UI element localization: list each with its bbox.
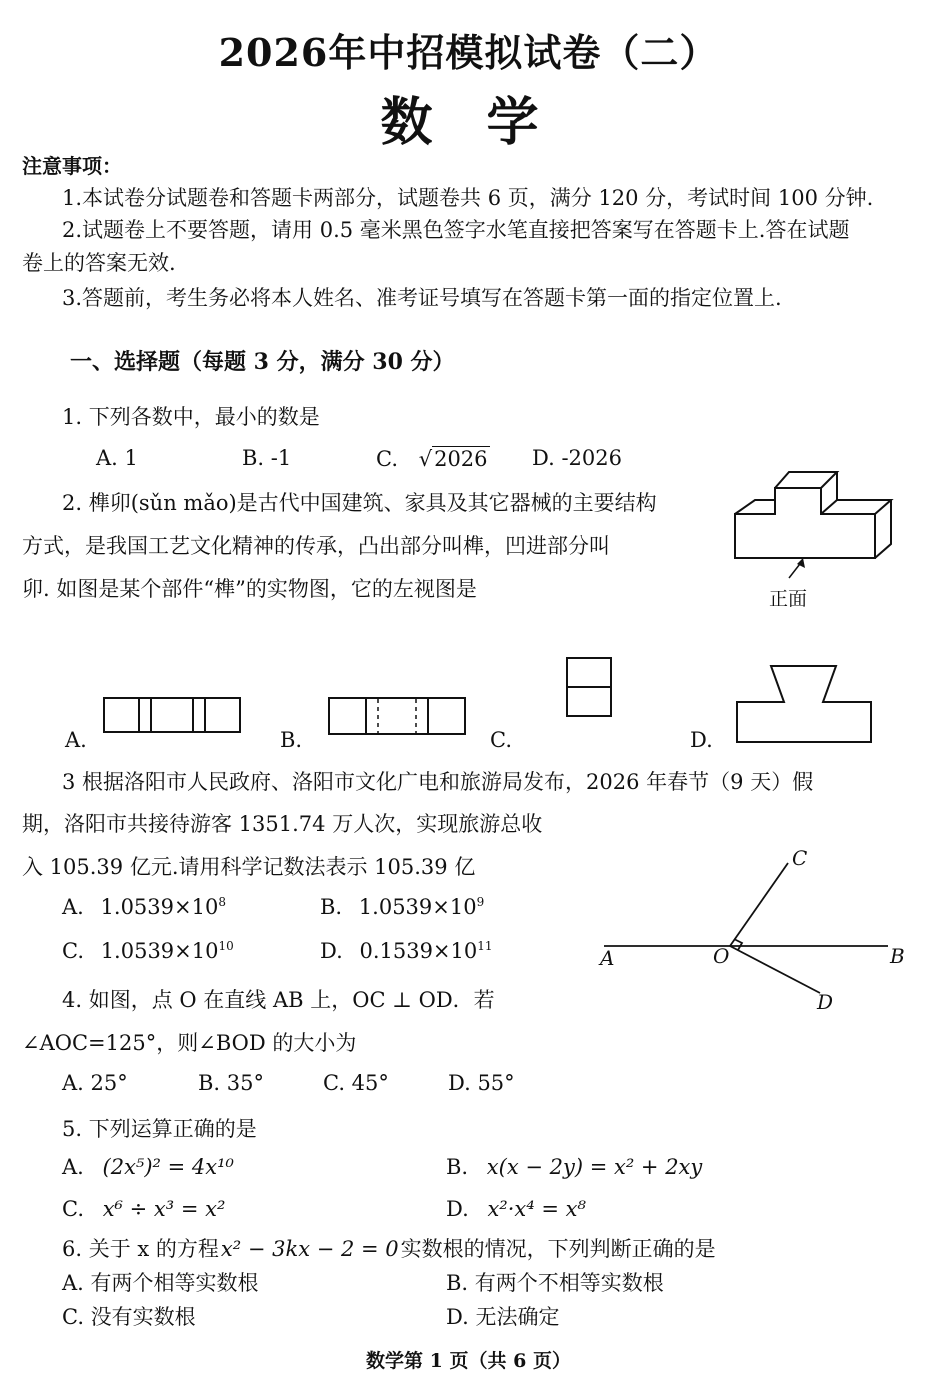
q5-option-b-label: B.	[446, 1155, 469, 1179]
q3-line-1: 3 根据洛阳市人民政府、洛阳市文化广电和旅游局发布，2026 年春节（9 天）假	[62, 770, 814, 794]
q3-option-d-label: D.	[320, 939, 343, 963]
q6-stem	[62, 1233, 716, 1263]
q1-stem: 1. 下列各数中，最小的数是	[62, 405, 320, 429]
q3-option-a-base: 1.0539×10	[100, 895, 219, 919]
q3-option-c-label: C.	[62, 939, 84, 963]
q6-stem-a: 6. 关于 x 的方程	[62, 1237, 219, 1261]
q5-option-a-label: A.	[62, 1155, 84, 1179]
exam-title: 2026年中招模拟试卷（二）	[218, 30, 719, 75]
q2-option-b: B.	[280, 728, 303, 752]
notice-heading: 注意事项：	[22, 154, 122, 178]
q5-option-d	[446, 1197, 586, 1221]
q5-stem: 5. 下列运算正确的是	[62, 1117, 257, 1141]
q3-option-a-label: A.	[62, 895, 84, 919]
q3-option-d-exp: 11	[477, 939, 493, 953]
q6-stem-b: 实数根的情况，下列判断正确的是	[400, 1237, 716, 1261]
q2-option-c-figure	[566, 657, 614, 719]
q4-option-a: A. 25°	[62, 1071, 128, 1095]
page-footer: 数学第 1 页（共 6 页）	[366, 1350, 571, 1372]
q4-option-d: D. 55°	[448, 1071, 515, 1095]
q3-option-b-exp: 9	[476, 895, 485, 909]
q2-option-d-figure	[736, 664, 876, 744]
q6-option-a: A. 有两个相等实数根	[62, 1271, 259, 1295]
q2-option-c: C.	[490, 728, 512, 752]
q6-option-d: D. 无法确定	[446, 1305, 560, 1329]
q4-line-1: 4. 如图，点 O 在直线 AB 上，OC ⊥ OD．若	[62, 988, 495, 1012]
q3-option-a-exp: 8	[218, 895, 226, 909]
front-label: 正面	[769, 588, 808, 610]
q4-angle-figure	[600, 845, 920, 1020]
q3-line-2: 期，洛阳市共接待游客 1351.74 万人次，实现旅游总收	[22, 812, 543, 836]
q1-option-c-label: C.	[376, 447, 398, 471]
sqrt-sign-icon: √	[418, 447, 433, 471]
q3-option-b	[320, 895, 484, 919]
q3-option-d	[320, 939, 493, 963]
q5-option-d-expr: x²·x⁴ = x⁸	[487, 1197, 586, 1221]
q3-option-c-base: 1.0539×10	[100, 939, 219, 963]
notice-item-2b: 卷上的答案无效.	[22, 251, 176, 275]
q2-option-a: A.	[65, 728, 87, 752]
front-arrow-icon	[785, 556, 815, 586]
q4-fig-label-a: A	[600, 946, 615, 970]
q1-option-c-radicand: 2026	[434, 447, 488, 471]
q3-option-b-base: 1.0539×10	[358, 895, 477, 919]
q6-stem-expr: x² − 3kx − 2 = 0	[220, 1237, 399, 1261]
q5-option-c	[62, 1197, 225, 1221]
q5-option-d-label: D.	[446, 1197, 469, 1221]
q6-option-b: B. 有两个不相等实数根	[446, 1271, 664, 1295]
q3-option-d-base: 0.1539×10	[359, 939, 478, 963]
q1-option-c	[376, 446, 490, 471]
subject-title: 数 学	[380, 92, 557, 153]
q4-option-c: C. 45°	[323, 1071, 389, 1095]
q2-line-1: 2. 榫卯(sǔn mǎo)是古代中国建筑、家具及其它器械的主要结构	[62, 491, 657, 515]
q2-option-b-figure	[328, 697, 468, 737]
q3-option-c-exp: 10	[218, 939, 234, 953]
q4-fig-label-d: D	[817, 990, 834, 1014]
q5-option-c-expr: x⁶ ÷ x³ = x²	[102, 1197, 226, 1221]
q3-line-3: 入 105.39 亿元.请用科学记数法表示 105.39 亿	[22, 855, 476, 879]
notice-item-2a: 2.试题卷上不要答题，请用 0.5 毫米黑色签字水笔直接把答案写在答题卡上.答在试题	[62, 218, 850, 242]
q2-line-3: 卯. 如图是某个部件“榫”的实物图，它的左视图是	[22, 577, 477, 601]
q1-option-d: D. -2026	[532, 446, 622, 470]
q4-fig-label-c: C	[792, 846, 808, 870]
q3-option-c	[62, 939, 234, 963]
notice-item-3: 3.答题前，考生务必将本人姓名、准考证号填写在答题卡第一面的指定位置上.	[62, 286, 782, 310]
q4-option-b: B. 35°	[198, 1071, 265, 1095]
q5-option-b-expr: x(x − 2y) = x² + 2xy	[486, 1155, 703, 1179]
q2-line-2: 方式，是我国工艺文化精神的传承，凸出部分叫榫，凹进部分叫	[22, 534, 610, 558]
q3-option-b-label: B.	[320, 895, 343, 919]
q5-option-b	[446, 1155, 702, 1179]
q3-option-a	[62, 895, 226, 919]
q6-option-c: C. 没有实数根	[62, 1305, 196, 1329]
q4-fig-label-o: O	[713, 944, 730, 968]
q5-option-a-expr: (2x⁵)² = 4x¹⁰	[102, 1155, 234, 1179]
notice-item-1: 1.本试卷分试题卷和答题卡两部分，试题卷共 6 页，满分 120 分，考试时间 100 分钟.	[62, 186, 874, 210]
q1-option-b: B. -1	[242, 446, 292, 470]
q2-option-d: D.	[690, 728, 713, 752]
q4-line-2: ∠AOC=125°，则∠BOD 的大小为	[22, 1031, 357, 1055]
q2-option-a-figure	[103, 697, 243, 735]
q5-option-a	[62, 1155, 234, 1179]
q1-option-a: A. 1	[96, 446, 138, 470]
tenon-3d-figure	[725, 460, 895, 560]
q4-fig-label-b: B	[890, 944, 905, 968]
section-heading: 一、选择题（每题 3 分，满分 30 分）	[70, 349, 455, 375]
q5-option-c-label: C.	[62, 1197, 84, 1221]
